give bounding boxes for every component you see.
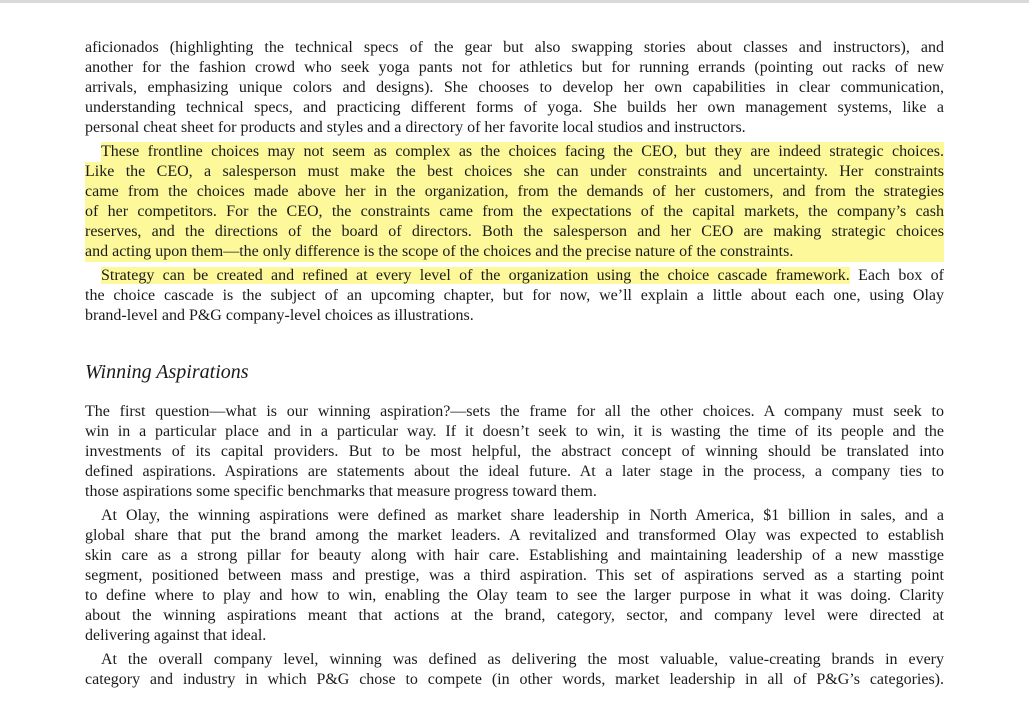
highlighted-text[interactable]: reserves, and the directions of the board of directors. Both the salesperson and her CEO are making strategic choices	[85, 223, 944, 240]
text-line	[85, 306, 944, 326]
text-segment[interactable]: win in a particular place and in a particular way. If it doesn’t seek to win, it is wasting the time of its people and the	[85, 423, 944, 440]
text-segment[interactable]: At Olay, the winning aspirations were defined as market share leadership in North America, $1 billion in sales, and a	[101, 507, 944, 524]
text-line	[85, 482, 944, 502]
text-line	[85, 286, 944, 306]
highlighted-text-line	[85, 202, 944, 222]
text-segment[interactable]: understanding technical specs, and practicing different forms of yoga. She builds her own management systems, like a	[85, 99, 944, 116]
paragraph	[85, 506, 944, 646]
section-heading: Winning Aspirations	[85, 361, 249, 383]
text-segment[interactable]: to define where to play and how to win, enabling the Olay team to see the larger purpose in what it was doing. Clarity	[85, 587, 944, 604]
text-line	[85, 422, 944, 442]
text-line	[85, 38, 944, 58]
highlighted-text[interactable]: of her competitors. For the CEO, the constraints came from the expectations of the capital markets, the company’s cash	[85, 203, 944, 220]
text-segment[interactable]: investments of its capital providers. But to be most helpful, the abstract concept of winning should be translated into	[85, 443, 944, 460]
text-segment[interactable]: another for the fashion crowd who seek yoga pants not for athletics but for running errands (pointing out racks of new	[85, 59, 944, 76]
text-line	[85, 566, 944, 586]
text-line	[85, 670, 944, 690]
text-line	[85, 606, 944, 626]
highlighted-text[interactable]: and acting upon them—the only difference is the scope of the choices and the precise nature of the constraints.	[85, 243, 794, 260]
text-segment[interactable]: arrivals, emphasizing unique colors and designs). She chooses to develop her own capabilities in clear communication,	[85, 79, 944, 96]
text-segment[interactable]: At the overall company level, winning was defined as delivering the most valuable, value-creating brands in every	[101, 651, 944, 668]
paragraph	[85, 38, 944, 138]
text-line	[85, 626, 944, 646]
text-line	[85, 98, 944, 118]
paragraph	[85, 402, 944, 502]
text-segment[interactable]: segment, positioned between mass and prestige, was a third aspiration. This set of aspirations served as a starting point	[85, 567, 944, 584]
highlighted-text[interactable]: Strategy can be created and refined at every level of the organization using the choice cascade framework.	[101, 267, 850, 284]
text-line	[85, 78, 944, 98]
text-line	[85, 526, 944, 546]
text-segment[interactable]: global share that put the brand among the market leaders. A revitalized and transformed Olay was expected to establish	[85, 527, 944, 544]
highlighted-text-line	[85, 162, 944, 182]
text-line	[101, 266, 944, 286]
text-segment[interactable]: those aspirations some specific benchmarks that measure progress toward them.	[85, 483, 597, 500]
text-line	[85, 442, 944, 462]
highlighted-text[interactable]: These frontline choices may not seem as complex as the choices facing the CEO, but they are indeed strategic choices.	[101, 143, 944, 160]
text-line	[85, 58, 944, 78]
highlighted-text[interactable]: Like the CEO, a salesperson must make the best choices she can under constraints and uncertainty. Her constraints	[85, 163, 944, 180]
book-page	[85, 0, 944, 720]
highlighted-text[interactable]: came from the choices made above her in the organization, from the demands of her customers, and from the strategies	[85, 183, 944, 200]
text-line	[85, 462, 944, 482]
text-line	[85, 118, 944, 138]
text-segment[interactable]: brand-level and P&G company-level choices as illustrations.	[85, 307, 474, 324]
highlighted-text-line	[85, 182, 944, 202]
text-segment[interactable]: delivering against that ideal.	[85, 627, 267, 644]
paragraph	[85, 142, 944, 262]
paragraph	[85, 650, 944, 690]
text-line	[101, 650, 944, 670]
highlighted-text-line	[101, 142, 944, 162]
text-segment[interactable]: The first question—what is our winning aspiration?—sets the frame for all the other choices. A company must seek to	[85, 403, 944, 420]
text-line	[85, 402, 944, 422]
text-segment[interactable]: the choice cascade is the subject of an upcoming chapter, but for now, we’ll explain a little about each one, using Olay	[85, 287, 944, 304]
paragraph	[85, 266, 944, 326]
highlighted-text-line	[85, 222, 944, 242]
text-line	[85, 546, 944, 566]
text-line	[101, 506, 944, 526]
text-segment[interactable]: aficionados (highlighting the technical specs of the gear but also swapping stories about classes and instructors), and	[85, 39, 944, 56]
highlighted-text-line	[85, 242, 944, 262]
text-segment[interactable]: personal cheat sheet for products and styles and a directory of her favorite local studios and instructors.	[85, 119, 746, 136]
text-line	[85, 586, 944, 606]
text-segment[interactable]: about the winning aspirations meant that actions at the brand, category, sector, and company level were directed at	[85, 607, 944, 624]
text-segment[interactable]: defined aspirations. Aspirations are statements about the ideal future. At a later stage in the process, a company ties to	[85, 463, 944, 480]
text-segment[interactable]: skin care as a strong pillar for beauty along with hair care. Establishing and maintaining leadership of a new masstige	[85, 547, 944, 564]
text-segment[interactable]: Each box of	[849, 267, 944, 284]
text-segment[interactable]: category and industry in which P&G chose to compete (in other words, market leadership in all of P&G’s categories).	[85, 671, 944, 688]
